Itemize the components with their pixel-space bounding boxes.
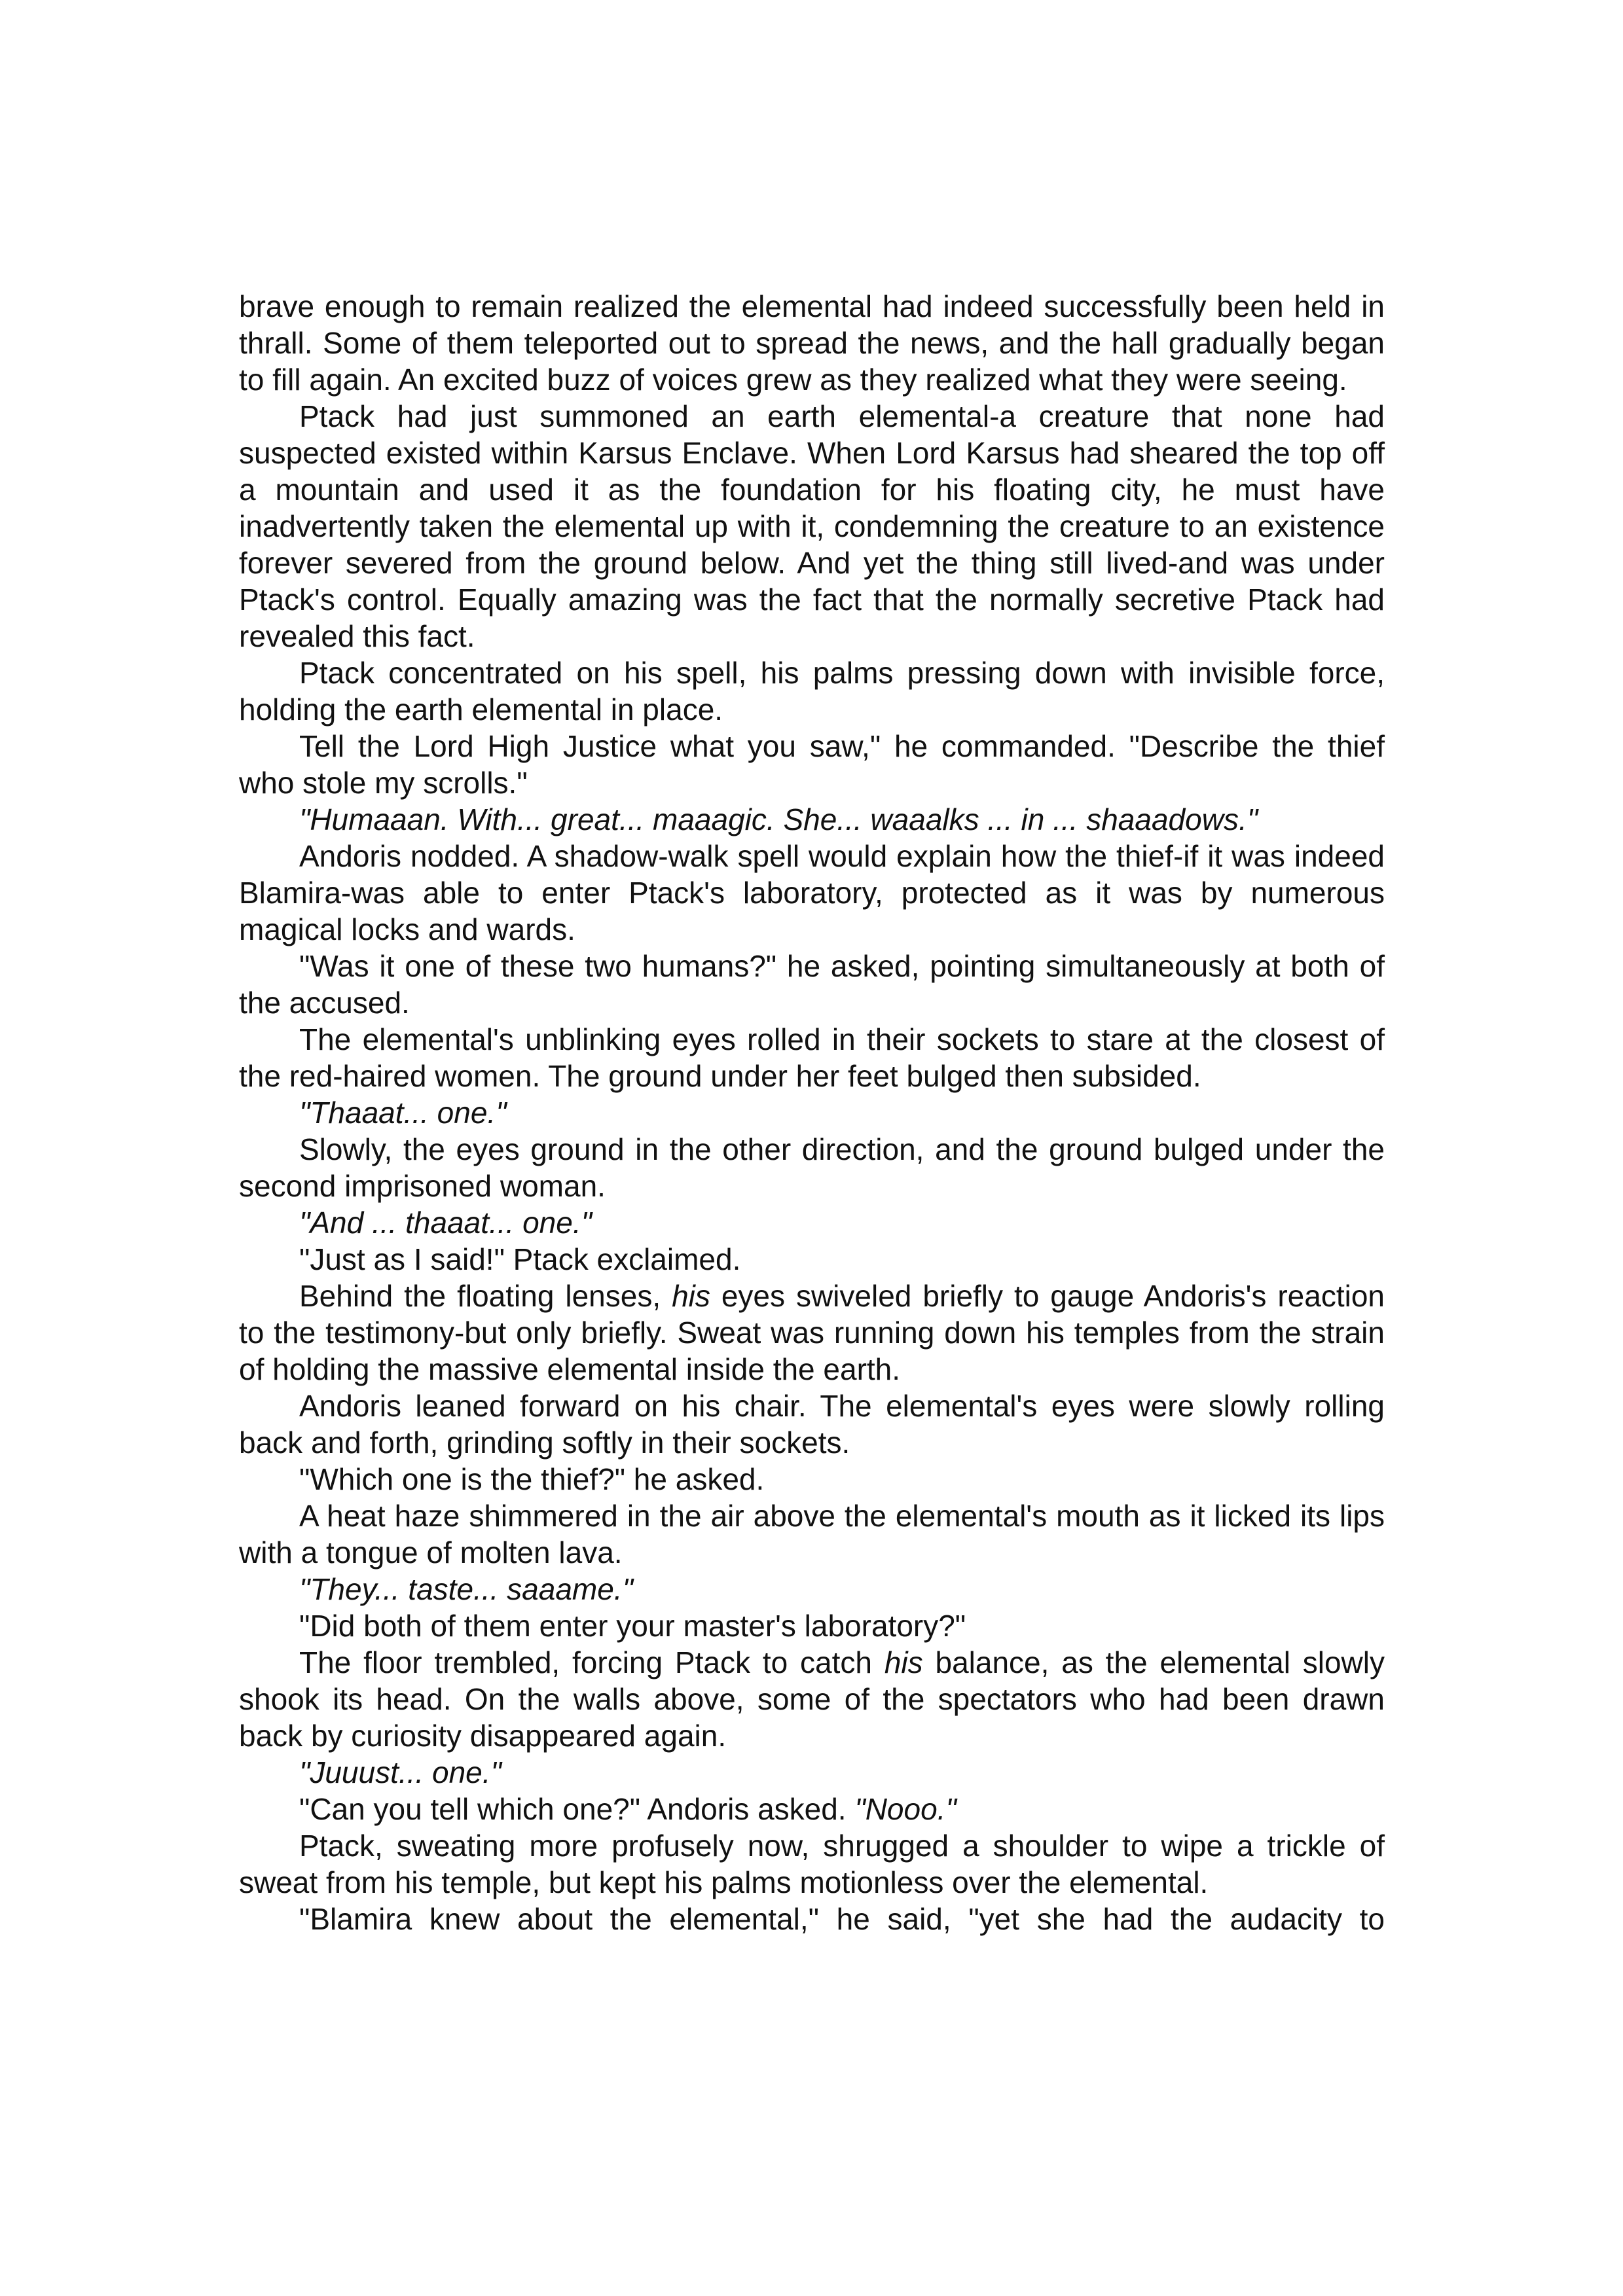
paragraph-6: Andoris nodded. A shadow-walk spell would explain how the thief-if it was indeed Blamira-was able to enter Ptack's laboratory, protected as it was by numerous magical locks and wards.: [239, 839, 1385, 946]
paragraph-13-before: Behind the floating lenses,: [299, 1279, 672, 1313]
paragraph-10: Slowly, the eyes ground in the other direction, and the ground bulged under the second imprisoned woman.: [239, 1132, 1385, 1203]
paragraph-14: Andoris leaned forward on his chair. The elemental's eyes were slowly rolling back and forth, grinding softly in their sockets.: [239, 1389, 1385, 1460]
paragraph-5-elemental-speech: "Humaaan. With... great... maaagic. She... waaalks ... in ... shaaadows.": [299, 802, 1258, 836]
paragraph-12: "Just as I said!" Ptack exclaimed.: [299, 1242, 741, 1276]
paragraph-2: Ptack had just summoned an earth elemental-a creature that none had suspected existed within Karsus Enclave. When Lord Karsus had sheared the top off a mountain and used it as the foundation for his floating city, he must have inadvertently taken the elemental up with it, condemning the creature to an existence forever severed from the ground below. And yet the thing still lived-and was under Ptack's control. Equally amazing was the fact that the normally secretive Ptack had revealed this fact.: [239, 399, 1385, 653]
paragraph-19-after: balance, as the elemental slowly shook its head. On the walls above, some of the spectators who had been drawn back by curiosity disappeared again.: [239, 1645, 1385, 1753]
page-text: [239, 288, 1385, 1937]
paragraph-9-elemental-speech: "Thaaat... one.": [299, 1096, 507, 1130]
paragraph-19: [239, 1644, 1385, 1754]
paragraph-13: [239, 1278, 1385, 1388]
paragraph-21-italic: "Nooo.": [854, 1792, 957, 1826]
paragraph-8: The elemental's unblinking eyes rolled in their sockets to stare at the closest of the red-haired women. The ground under her feet bulged then subsided.: [239, 1022, 1385, 1093]
paragraph-23: "Blamira knew about the elemental," he said, "yet she had the audacity to: [299, 1902, 1385, 1936]
paragraph-11-elemental-speech: "And ... thaaat... one.": [299, 1206, 592, 1240]
paragraph-3: Ptack concentrated on his spell, his palms pressing down with invisible force, holding the earth elemental in place.: [239, 656, 1385, 726]
paragraph-19-italic: his: [884, 1645, 923, 1679]
paragraph-21-before: "Can you tell which one?" Andoris asked.: [299, 1792, 855, 1826]
paragraph-1: brave enough to remain realized the elemental had indeed successfully been held in thrall. Some of them teleported out to spread the news, and the hall gradually began to fill again. An excited buzz of voices grew as they realized what they were seeing.: [239, 289, 1385, 397]
paragraph-16: A heat haze shimmered in the air above the elemental's mouth as it licked its lips with a tongue of molten lava.: [239, 1499, 1385, 1570]
paragraph-17-elemental-speech: "They... taste... saaame.": [299, 1572, 633, 1606]
paragraph-13-italic: his: [672, 1279, 710, 1313]
paragraph-7: "Was it one of these two humans?" he asked, pointing simultaneously at both of the accused.: [239, 949, 1385, 1020]
paragraph-21: [239, 1791, 1385, 1827]
paragraph-19-before: The floor trembled, forcing Ptack to catch: [299, 1645, 884, 1679]
paragraph-20-elemental-speech: "Juuust... one.": [299, 1755, 501, 1789]
paragraph-15: "Which one is the thief?" he asked.: [299, 1462, 765, 1496]
paragraph-18: "Did both of them enter your master's laboratory?": [299, 1609, 966, 1643]
paragraph-22: Ptack, sweating more profusely now, shrugged a shoulder to wipe a trickle of sweat from his temple, but kept his palms motionless over the elemental.: [239, 1829, 1385, 1899]
paragraph-13-after: eyes swiveled briefly to gauge Andoris's reaction to the testimony-but only briefly. Sweat was running down his temples from the strain of holding the massive elemental inside the earth.: [239, 1279, 1385, 1386]
paragraph-4: Tell the Lord High Justice what you saw," he commanded. "Describe the thief who stole my scrolls.": [239, 729, 1385, 800]
